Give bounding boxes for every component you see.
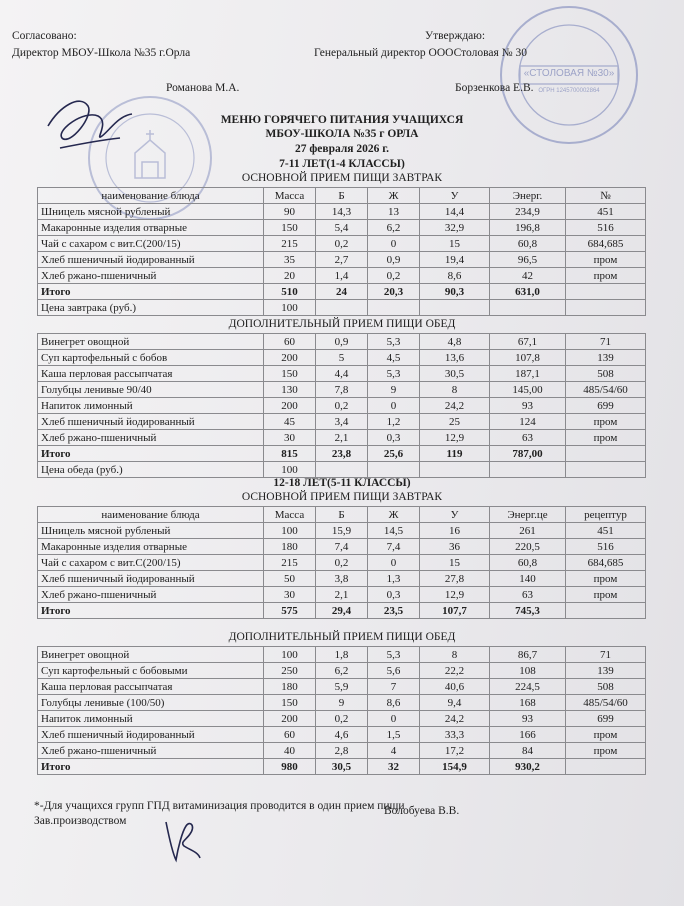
dish-name: Хлеб пшеничный йодированный xyxy=(38,571,264,587)
table-row xyxy=(38,382,646,398)
dish-value: 250 xyxy=(264,663,316,679)
dish-value: 5,9 xyxy=(316,679,368,695)
dish-value: 516 xyxy=(566,539,646,555)
dish-name: Макаронные изделия отварные xyxy=(38,220,264,236)
dish-value: пром xyxy=(566,587,646,603)
total-label: Итого xyxy=(38,446,264,462)
dish-value: пром xyxy=(566,430,646,446)
dish-value: 14,4 xyxy=(420,204,490,220)
dish-value: 50 xyxy=(264,571,316,587)
total-value: 25,6 xyxy=(368,446,420,462)
dish-value: 7 xyxy=(368,679,420,695)
dish-name: Винегрет овощной xyxy=(38,647,264,663)
dish-value: 13 xyxy=(368,204,420,220)
dish-value: 215 xyxy=(264,555,316,571)
dish-value: 200 xyxy=(264,398,316,414)
dish-value: 93 xyxy=(490,711,566,727)
dish-value: пром xyxy=(566,571,646,587)
total-row xyxy=(38,603,646,619)
dish-value: 150 xyxy=(264,366,316,382)
column-header: Ж xyxy=(368,188,420,204)
dish-value: 15 xyxy=(420,555,490,571)
table-row xyxy=(38,350,646,366)
dish-value: 0 xyxy=(368,236,420,252)
group2-age: 12-18 ЛЕТ(5-11 КЛАССЫ) xyxy=(273,477,411,489)
dish-value: 139 xyxy=(566,350,646,366)
dish-value: 0,2 xyxy=(316,236,368,252)
total-value: 980 xyxy=(264,759,316,775)
dish-value: 16 xyxy=(420,523,490,539)
dish-value: 2,8 xyxy=(316,743,368,759)
dish-value: 24,2 xyxy=(420,398,490,414)
total-value: 154,9 xyxy=(420,759,490,775)
group1-lunch-title: ДОПОЛНИТЕЛЬНЫЙ ПРИЕМ ПИЩИ ОБЕД xyxy=(228,318,456,330)
table-row xyxy=(38,663,646,679)
dish-value: 12,9 xyxy=(420,430,490,446)
total-value: 29,4 xyxy=(316,603,368,619)
column-header: Б xyxy=(316,507,368,523)
dish-value: 150 xyxy=(264,220,316,236)
manager-label: Зав.производством xyxy=(34,815,127,827)
dish-name: Каша перловая рассыпчатая xyxy=(38,366,264,382)
dish-value: 3,4 xyxy=(316,414,368,430)
total-value: 119 xyxy=(420,446,490,462)
dish-value: 166 xyxy=(490,727,566,743)
price-value: 100 xyxy=(264,462,316,478)
dish-value: 4,8 xyxy=(420,334,490,350)
total-row xyxy=(38,759,646,775)
dish-name: Винегрет овощной xyxy=(38,334,264,350)
dish-name: Чай с сахаром с вит.С(200/15) xyxy=(38,555,264,571)
dish-value: 14,3 xyxy=(316,204,368,220)
total-value: 24 xyxy=(316,284,368,300)
dish-name: Хлеб пшеничный йодированный xyxy=(38,727,264,743)
dish-value: 3,8 xyxy=(316,571,368,587)
dish-value: 139 xyxy=(566,663,646,679)
canteen-stamp-inn: ОГРН 1245700002864 xyxy=(538,88,600,94)
dish-value: 451 xyxy=(566,204,646,220)
dish-value: 5 xyxy=(316,350,368,366)
dish-value: 140 xyxy=(490,571,566,587)
dish-value: 100 xyxy=(264,523,316,539)
table-row xyxy=(38,711,646,727)
dish-value: 485/54/60 xyxy=(566,382,646,398)
dish-value: 4 xyxy=(368,743,420,759)
manager-signature-icon xyxy=(160,812,204,864)
column-header: Энерг. xyxy=(490,188,566,204)
dish-value: 60 xyxy=(264,334,316,350)
dish-name: Макаронные изделия отварные xyxy=(38,539,264,555)
column-header: Б xyxy=(316,188,368,204)
dish-value: 8,6 xyxy=(420,268,490,284)
dish-value: 215 xyxy=(264,236,316,252)
dish-value: 684,685 xyxy=(566,236,646,252)
dish-name: Хлеб пшеничный йодированный xyxy=(38,414,264,430)
total-row xyxy=(38,446,646,462)
dish-name: Голубцы ленивые 90/40 xyxy=(38,382,264,398)
dish-value: 224,5 xyxy=(490,679,566,695)
dish-name: Суп картофельный с бобов xyxy=(38,350,264,366)
dish-value: 35 xyxy=(264,252,316,268)
dish-value: 40 xyxy=(264,743,316,759)
dish-value: 107,8 xyxy=(490,350,566,366)
table-row xyxy=(38,647,646,663)
dish-value: 71 xyxy=(566,647,646,663)
total-value: 787,00 xyxy=(490,446,566,462)
table-row xyxy=(38,679,646,695)
total-row xyxy=(38,284,646,300)
dish-value: 2,1 xyxy=(316,587,368,603)
dish-value: 100 xyxy=(264,647,316,663)
dish-value: пром xyxy=(566,268,646,284)
total-value: 631,0 xyxy=(490,284,566,300)
menu-date: 27 февраля 2026 г. xyxy=(294,143,390,155)
column-header: № xyxy=(566,188,646,204)
dish-value: 19,4 xyxy=(420,252,490,268)
dish-value: 33,3 xyxy=(420,727,490,743)
dish-value: 15,9 xyxy=(316,523,368,539)
dish-value: 86,7 xyxy=(490,647,566,663)
dish-value: 9,4 xyxy=(420,695,490,711)
dish-value: 1,5 xyxy=(368,727,420,743)
dish-value: 0,3 xyxy=(368,430,420,446)
dish-value: 24,2 xyxy=(420,711,490,727)
group2-lunch-table xyxy=(37,646,646,775)
dish-value: 25 xyxy=(420,414,490,430)
dish-value: 168 xyxy=(490,695,566,711)
dish-value: 1,4 xyxy=(316,268,368,284)
dish-value: 60,8 xyxy=(490,555,566,571)
total-value: 510 xyxy=(264,284,316,300)
dish-value: 4,5 xyxy=(368,350,420,366)
dish-name: Хлеб ржано-пшеничный xyxy=(38,430,264,446)
agreed-position: Директор МБОУ-Школа №35 г.Орла xyxy=(12,47,191,59)
dish-value: 4,6 xyxy=(316,727,368,743)
total-value: 815 xyxy=(264,446,316,462)
dish-value: 516 xyxy=(566,220,646,236)
dish-value: 8,6 xyxy=(368,695,420,711)
total-value: 20,3 xyxy=(368,284,420,300)
group2-breakfast-title: ОСНОВНОЙ ПРИЕМ ПИЩИ ЗАВТРАК xyxy=(241,491,443,503)
total-value xyxy=(566,446,646,462)
column-header: У xyxy=(420,188,490,204)
dish-value: 71 xyxy=(566,334,646,350)
price-label: Цена завтрака (руб.) xyxy=(38,300,264,316)
group1-breakfast-table xyxy=(37,187,646,316)
group2-breakfast-table xyxy=(37,506,646,619)
dish-value: 8 xyxy=(420,382,490,398)
dish-value: 63 xyxy=(490,587,566,603)
dish-name: Хлеб ржано-пшеничный xyxy=(38,743,264,759)
dish-value: 200 xyxy=(264,711,316,727)
dish-value: 180 xyxy=(264,539,316,555)
dish-value: 12,9 xyxy=(420,587,490,603)
total-value: 23,5 xyxy=(368,603,420,619)
school-title: МБОУ-ШКОЛА №35 г ОРЛА xyxy=(265,128,419,140)
table-row xyxy=(38,571,646,587)
dish-value: 96,5 xyxy=(490,252,566,268)
total-value xyxy=(566,284,646,300)
dish-value: 187,1 xyxy=(490,366,566,382)
price-label: Цена обеда (руб.) xyxy=(38,462,264,478)
dish-value: 1,2 xyxy=(368,414,420,430)
dish-value: 5,6 xyxy=(368,663,420,679)
menu-title: МЕНЮ ГОРЯЧЕГО ПИТАНИЯ УЧАЩИХСЯ xyxy=(220,114,464,126)
dish-value: 7,4 xyxy=(316,539,368,555)
agreed-name: Романова М.А. xyxy=(166,82,240,94)
table-row xyxy=(38,414,646,430)
dish-value: 150 xyxy=(264,695,316,711)
table-row xyxy=(38,236,646,252)
dish-value: 699 xyxy=(566,398,646,414)
total-label: Итого xyxy=(38,603,264,619)
dish-value: 0 xyxy=(368,555,420,571)
dish-value: 508 xyxy=(566,366,646,382)
column-header: Энерг.це xyxy=(490,507,566,523)
group1-lunch-table xyxy=(37,333,646,478)
price-row xyxy=(38,300,646,316)
dish-value: 67,1 xyxy=(490,334,566,350)
table-row xyxy=(38,743,646,759)
total-value xyxy=(566,603,646,619)
total-value: 30,5 xyxy=(316,759,368,775)
dish-value: 485/54/60 xyxy=(566,695,646,711)
table-row xyxy=(38,587,646,603)
dish-value: 8 xyxy=(420,647,490,663)
column-header: Ж xyxy=(368,507,420,523)
dish-name: Чай с сахаром с вит.С(200/15) xyxy=(38,236,264,252)
dish-value: 6,2 xyxy=(316,663,368,679)
dish-value: 0,3 xyxy=(368,587,420,603)
dish-value: 0,9 xyxy=(368,252,420,268)
table-row xyxy=(38,695,646,711)
dish-value: 234,9 xyxy=(490,204,566,220)
dish-name: Хлеб ржано-пшеничный xyxy=(38,587,264,603)
dish-value: 2,1 xyxy=(316,430,368,446)
dish-value: 180 xyxy=(264,679,316,695)
dish-name: Хлеб пшеничный йодированный xyxy=(38,252,264,268)
total-value: 107,7 xyxy=(420,603,490,619)
column-header: наименование блюда xyxy=(38,507,264,523)
dish-value: 1,3 xyxy=(368,571,420,587)
dish-value: 0 xyxy=(368,711,420,727)
dish-value: 30 xyxy=(264,587,316,603)
dish-value: 17,2 xyxy=(420,743,490,759)
dish-value: 699 xyxy=(566,711,646,727)
group2-lunch-title: ДОПОЛНИТЕЛЬНЫЙ ПРИЕМ ПИЩИ ОБЕД xyxy=(228,631,456,643)
dish-name: Шницель мясной рубленый xyxy=(38,523,264,539)
column-header: рецептур xyxy=(566,507,646,523)
dish-value: пром xyxy=(566,414,646,430)
approved-label: Утверждаю: xyxy=(425,30,486,42)
dish-value: 220,5 xyxy=(490,539,566,555)
total-value: 745,3 xyxy=(490,603,566,619)
table-row xyxy=(38,539,646,555)
table-row xyxy=(38,204,646,220)
table-header-row xyxy=(38,188,646,204)
table-header-row xyxy=(38,507,646,523)
column-header: У xyxy=(420,507,490,523)
total-value: 575 xyxy=(264,603,316,619)
dish-value: 130 xyxy=(264,382,316,398)
table-row xyxy=(38,366,646,382)
dish-name: Шницель мясной рубленый xyxy=(38,204,264,220)
dish-value: 60,8 xyxy=(490,236,566,252)
dish-value: 63 xyxy=(490,430,566,446)
dish-name: Каша перловая рассыпчатая xyxy=(38,679,264,695)
dish-value: 27,8 xyxy=(420,571,490,587)
table-row xyxy=(38,334,646,350)
dish-value: 0,2 xyxy=(316,398,368,414)
dish-value: 93 xyxy=(490,398,566,414)
dish-value: пром xyxy=(566,743,646,759)
dish-value: 14,5 xyxy=(368,523,420,539)
table-row xyxy=(38,220,646,236)
dish-value: 36 xyxy=(420,539,490,555)
table-row xyxy=(38,268,646,284)
dish-value: 90 xyxy=(264,204,316,220)
table-row xyxy=(38,727,646,743)
dish-value: 145,00 xyxy=(490,382,566,398)
dish-value: 5,3 xyxy=(368,366,420,382)
table-row xyxy=(38,430,646,446)
dish-name: Голубцы ленивые (100/50) xyxy=(38,695,264,711)
total-value: 23,8 xyxy=(316,446,368,462)
total-value: 32 xyxy=(368,759,420,775)
dish-value: 7,8 xyxy=(316,382,368,398)
table-row xyxy=(38,523,646,539)
dish-value: 9 xyxy=(368,382,420,398)
dish-value: 9 xyxy=(316,695,368,711)
dish-value: пром xyxy=(566,252,646,268)
dish-value: 0,2 xyxy=(368,268,420,284)
dish-value: 45 xyxy=(264,414,316,430)
dish-value: 30 xyxy=(264,430,316,446)
dish-value: 108 xyxy=(490,663,566,679)
dish-value: 684,685 xyxy=(566,555,646,571)
group1-breakfast-title: ОСНОВНОЙ ПРИЕМ ПИЩИ ЗАВТРАК xyxy=(241,172,443,184)
dish-name: Напиток лимонный xyxy=(38,398,264,414)
dish-value: 84 xyxy=(490,743,566,759)
footer-note: *-Для учащихся групп ГПД витаминизация проводится в один прием пищи xyxy=(34,800,405,812)
dish-value: 261 xyxy=(490,523,566,539)
total-value: 90,3 xyxy=(420,284,490,300)
dish-value: 5,4 xyxy=(316,220,368,236)
dish-value: 32,9 xyxy=(420,220,490,236)
total-label: Итого xyxy=(38,759,264,775)
dish-value: 30,5 xyxy=(420,366,490,382)
dish-value: 15 xyxy=(420,236,490,252)
group1-age: 7-11 ЛЕТ(1-4 КЛАССЫ) xyxy=(279,158,405,170)
dish-value: 5,3 xyxy=(368,334,420,350)
dish-value: пром xyxy=(566,727,646,743)
dish-value: 40,6 xyxy=(420,679,490,695)
dish-value: 508 xyxy=(566,679,646,695)
dish-name: Напиток лимонный xyxy=(38,711,264,727)
dish-value: 124 xyxy=(490,414,566,430)
dish-value: 22,2 xyxy=(420,663,490,679)
table-row xyxy=(38,398,646,414)
dish-value: 0,9 xyxy=(316,334,368,350)
table-row xyxy=(38,555,646,571)
dish-value: 4,4 xyxy=(316,366,368,382)
manager-name: Волобуева В.В. xyxy=(384,805,460,817)
dish-value: 42 xyxy=(490,268,566,284)
column-header: Масса xyxy=(264,507,316,523)
dish-value: 0 xyxy=(368,398,420,414)
dish-value: 6,2 xyxy=(368,220,420,236)
approved-name: Борзенкова Е.В. xyxy=(455,82,534,94)
dish-value: 2,7 xyxy=(316,252,368,268)
approved-position: Генеральный директор ОООСтоловая № 30 xyxy=(314,47,527,59)
dish-value: 0,2 xyxy=(316,555,368,571)
dish-value: 200 xyxy=(264,350,316,366)
total-value: 930,2 xyxy=(490,759,566,775)
total-value xyxy=(566,759,646,775)
dish-name: Хлеб ржано-пшеничный xyxy=(38,268,264,284)
dish-value: 451 xyxy=(566,523,646,539)
dish-value: 0,2 xyxy=(316,711,368,727)
dish-name: Суп картофельный с бобовыми xyxy=(38,663,264,679)
dish-value: 196,8 xyxy=(490,220,566,236)
agreed-label: Согласовано: xyxy=(12,30,77,42)
canteen-stamp-center: «СТОЛОВАЯ №30» xyxy=(523,68,615,79)
dish-value: 20 xyxy=(264,268,316,284)
dish-value: 13,6 xyxy=(420,350,490,366)
dish-value: 7,4 xyxy=(368,539,420,555)
total-label: Итого xyxy=(38,284,264,300)
dish-value: 60 xyxy=(264,727,316,743)
column-header: наименование блюда xyxy=(38,188,264,204)
column-header: Масса xyxy=(264,188,316,204)
dish-value: 5,3 xyxy=(368,647,420,663)
price-value: 100 xyxy=(264,300,316,316)
table-row xyxy=(38,252,646,268)
dish-value: 1,8 xyxy=(316,647,368,663)
price-row xyxy=(38,462,646,478)
